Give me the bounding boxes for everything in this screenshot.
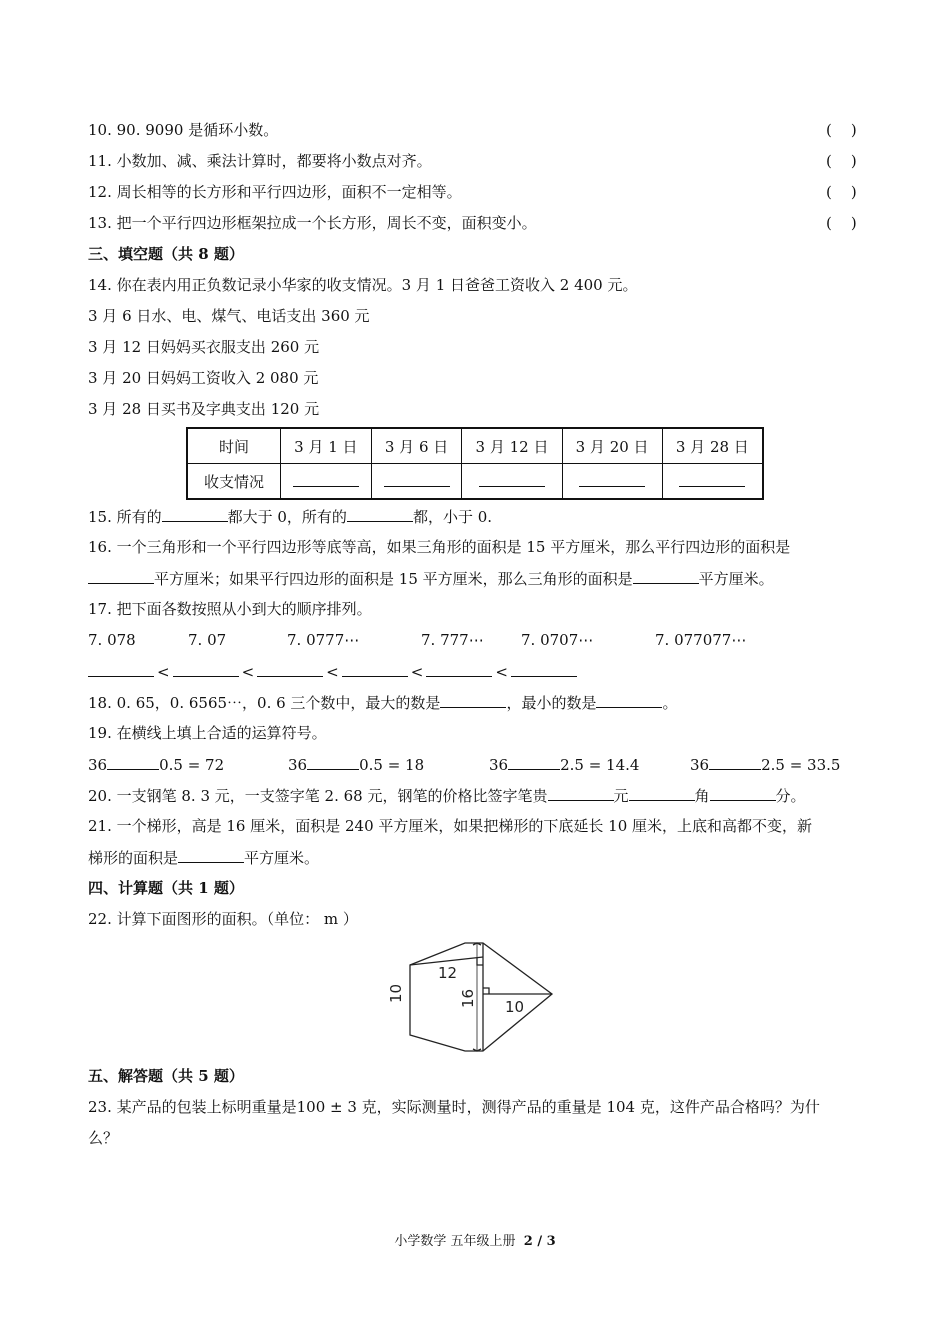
answer-blank[interactable] [307,754,359,770]
less-than-sign: < [495,663,508,681]
footer-text: 小学数学 五年级上册 [394,1234,516,1249]
q21-text-b: 梯形的面积是 [88,849,179,867]
answer-blank[interactable] [508,754,560,770]
table-answer-cell[interactable] [281,464,372,500]
answer-paren-11[interactable]: ( ) [826,152,857,170]
label-right: 10 [505,998,525,1016]
q18-text-a: 18. 0. 65，0. 6565⋯，0. 6 三个数中，最大的数是 [88,694,441,712]
number-item: 7. 077077⋯ [655,631,747,649]
question-16-line2 [88,568,774,589]
page-number: 2 / 3 [523,1234,556,1249]
expression-rest: 2.5 = 33.5 [761,756,841,774]
operand: 36 [690,756,710,774]
question-17: 17. 把下面各数按照从小到大的顺序排列。 [88,600,372,618]
q20-unit-fen: 分。 [775,787,806,805]
question-19: 19. 在横线上填上合适的运算符号。 [88,724,327,742]
q16-text-c: 平方厘米。 [698,570,774,588]
operator-item [288,754,424,775]
less-than-sign: < [241,663,255,681]
operand: 36 [489,756,509,774]
q18-text-c: 。 [662,694,678,712]
right-angle-mark [483,988,489,994]
expression-rest: 0.5 = 72 [159,756,225,774]
answer-blank[interactable] [347,506,413,522]
answer-blank[interactable] [426,661,492,677]
income-table [186,427,764,500]
question-21-line1: 21. 一个梯形，高是 16 厘米，面积是 240 平方厘米，如果把梯形的下底延长 10 厘米，上底和高都不变，新 [88,817,813,835]
question-14-line: 3 月 12 日妈妈买衣服支出 260 元 [88,338,320,356]
question-14-line: 3 月 28 日买书及字典支出 120 元 [88,400,320,418]
label-left: 10 [387,983,405,1003]
operand: 36 [88,756,108,774]
answer-blank[interactable] [479,472,545,487]
answer-blank[interactable] [629,785,695,801]
table-answer-cell[interactable] [371,464,462,500]
operator-item [489,754,639,775]
expression-rest: 0.5 = 18 [359,756,425,774]
answer-blank[interactable] [709,754,761,770]
operator-item [690,754,840,775]
answer-blank[interactable] [710,785,776,801]
q20-unit-jiao: 角 [694,787,710,805]
answer-blank[interactable] [293,472,359,487]
operand: 36 [288,756,308,774]
answer-blank[interactable] [579,472,645,487]
question-14-intro: 14. 你在表内用正负数记录小华家的收支情况。3 月 1 日爸爸工资收入 2 400 元。 [88,276,638,294]
question-20 [88,785,806,806]
table-date: 3 月 12 日 [462,428,562,464]
answer-blank[interactable] [88,661,154,677]
table-date: 3 月 20 日 [562,428,662,464]
table-header-time: 时间 [187,428,281,464]
question-10: 10. 90. 9090 是循环小数。 [88,121,279,139]
answer-blank[interactable] [384,472,450,487]
q21-text-c: 平方厘米。 [244,849,320,867]
operator-item [88,754,224,775]
answer-blank[interactable] [107,754,159,770]
table-answer-cell[interactable] [662,464,763,500]
q15-text-a: 15. 所有的 [88,508,162,526]
number-item: 7. 07 [188,631,227,649]
shape-outline [410,943,552,1051]
answer-blank[interactable] [440,692,506,708]
table-answer-cell[interactable] [462,464,562,500]
q20-text-a: 20. 一支钢笔 8. 3 元，一支签字笔 2. 68 元，钢笔的价格比签字笔贵 [88,787,548,805]
less-than-sign: < [410,663,424,681]
answer-blank[interactable] [162,506,228,522]
less-than-sign: < [157,663,170,681]
question-16-line1: 16. 一个三角形和一个平行四边形等底等高，如果三角形的面积是 15 平方厘米，那么平行四边形的面积是 [88,538,791,556]
question-23-line1: 23. 某产品的包装上标明重量是100 ± 3 克，实际测量时，测得产品的重量是 104 克，这件产品合格吗？为什 [88,1098,820,1116]
question-12: 12. 周长相等的长方形和平行四边形，面积不一定相等。 [88,183,462,201]
question-14-line: 3 月 6 日水、电、煤气、电话支出 360 元 [88,307,370,325]
number-item: 7. 0777⋯ [287,631,360,649]
answer-blank[interactable] [679,472,745,487]
answer-blank[interactable] [173,661,239,677]
table-answer-cell[interactable] [562,464,662,500]
q18-text-b: ，最小的数是 [506,694,597,712]
question-23-line2: 么？ [88,1129,119,1147]
composite-shape-figure [385,938,560,1058]
section-heading-solve: 五、解答题（共 5 题） [88,1067,244,1085]
label-top: 12 [438,964,458,982]
section-heading-calc: 四、计算题（共 1 题） [88,879,244,897]
number-item: 7. 0707⋯ [521,631,594,649]
number-item: 7. 777⋯ [421,631,484,649]
question-15 [88,506,492,527]
question-14-line: 3 月 20 日妈妈工资收入 2 080 元 [88,369,319,387]
table-date: 3 月 6 日 [371,428,462,464]
section-heading-fill: 三、填空题（共 8 题） [88,245,244,263]
answer-blank[interactable] [257,661,323,677]
answer-blank[interactable] [633,568,699,584]
table-header-status: 收支情况 [187,464,281,500]
answer-blank[interactable] [511,661,577,677]
number-item: 7. 078 [88,631,136,649]
q20-unit-yuan: 元 [613,787,629,805]
question-21-line2 [88,847,319,868]
ordering-row [88,661,577,682]
q15-text-b: 都大于 0，所有的 [227,508,347,526]
answer-paren-13[interactable]: ( ) [826,214,857,232]
table-date: 3 月 28 日 [662,428,763,464]
answer-blank[interactable] [88,568,154,584]
question-22: 22. 计算下面图形的面积。（单位： m ） [88,910,358,928]
page-footer [0,1230,950,1249]
question-18 [88,692,677,713]
answer-blank[interactable] [548,785,614,801]
q16-text-b: 平方厘米；如果平行四边形的面积是 15 平方厘米，那么三角形的面积是 [154,570,633,588]
answer-paren-12[interactable]: ( ) [826,183,857,201]
question-11: 11. 小数加、减、乘法计算时，都要将小数点对齐。 [88,152,432,170]
table-row [187,428,763,464]
less-than-sign: < [326,663,339,681]
table-date: 3 月 1 日 [281,428,372,464]
answer-blank[interactable] [342,661,408,677]
table-row [187,464,763,500]
q15-text-c: 都，小于 0. [412,508,493,526]
answer-blank[interactable] [596,692,662,708]
expression-rest: 2.5 = 14.4 [560,756,640,774]
label-middle: 16 [459,988,477,1008]
question-13: 13. 把一个平行四边形框架拉成一个长方形，周长不变，面积变小。 [88,214,537,232]
answer-paren-10[interactable]: ( ) [826,121,857,139]
answer-blank[interactable] [178,847,244,863]
right-angle-mark [477,958,483,965]
